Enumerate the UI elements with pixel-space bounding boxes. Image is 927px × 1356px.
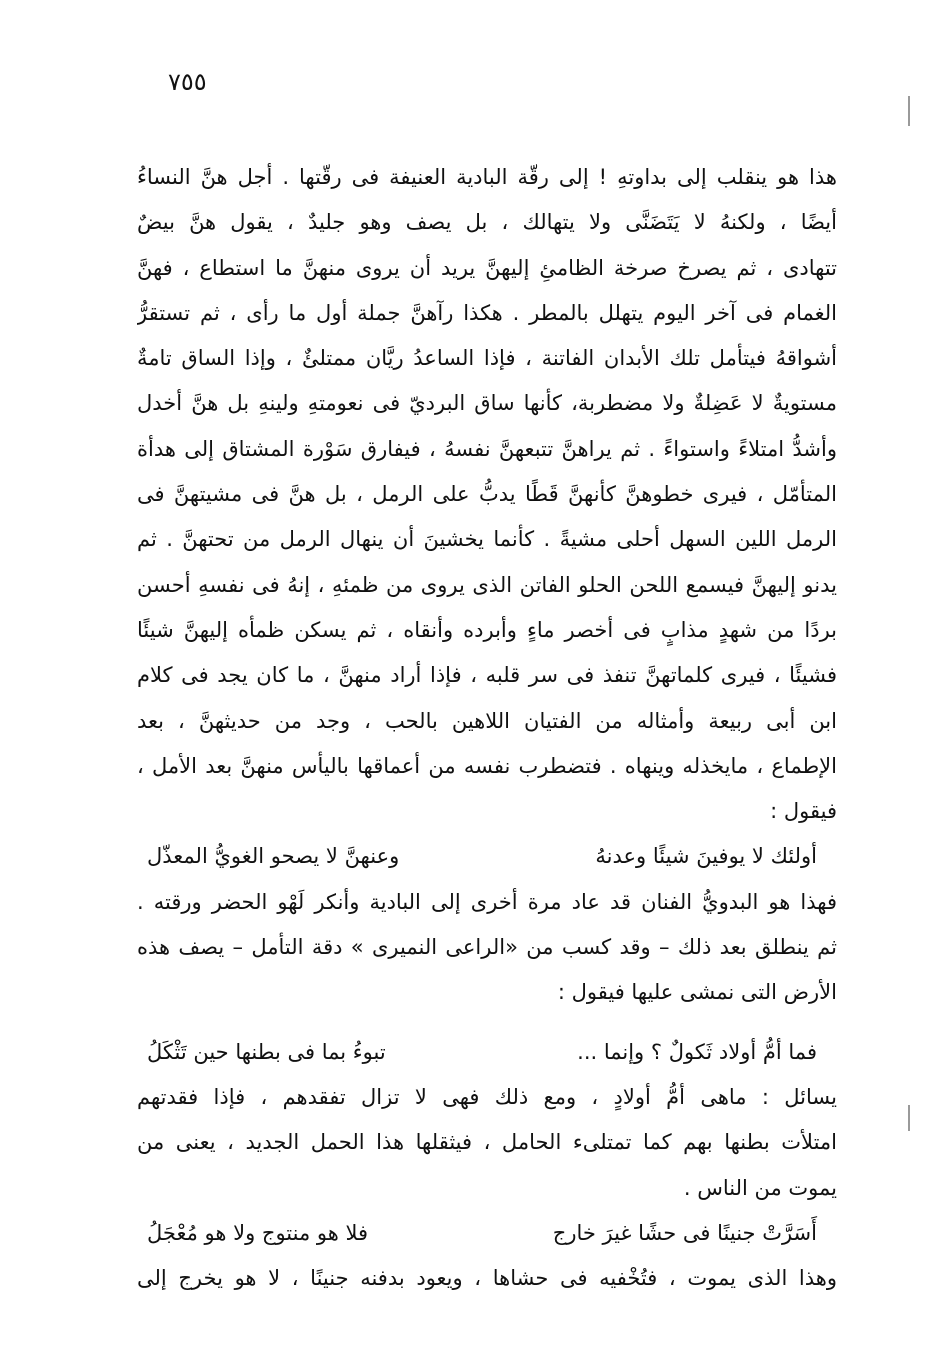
text-line: فيقول : [770, 799, 837, 824]
text-line: يسائل : ماهى أمُّ أولادٍ ، ومع ذلك فهى لا تزال تفقدهم ، فإذا فقدتهم [137, 1084, 837, 1109]
page-number: ٧٥٥ [168, 68, 207, 96]
text-line: هذا هو ينقلب إلى بداوتهِ ! إلى رقّة البادية العنيفة فى رقّتها . أجل هنَّ النساءُ [137, 165, 837, 189]
poetry-verse [137, 1030, 837, 1075]
scan-edge-mark [908, 96, 910, 126]
verse-first-hemistich: أولئك لا يوفينَ شيئًا وعدنهُ [595, 844, 817, 869]
text-line: يموت من الناس . [683, 1175, 837, 1200]
paragraph-3 [137, 1075, 837, 1211]
text-line: يدنو إليهنَّ فيسمع اللحن الحلو الفاتن الذى يروى من ظمئهِ ، إنهُ فى نفسهِ أحسن [137, 572, 837, 597]
text-line: الغمام فى آخر اليوم يتهلل بالمطر . هكذا رآهنَّ جملة أول ما رأى ، ثم تستقرُّ [137, 300, 837, 325]
text-line: ثم ينطلق بعد ذلك – وقد كسب من «الراعى النميرى » دقة التأمل – يصف هذه [137, 935, 837, 960]
text-line: الأرض التى نمشى عليها فيقول : [557, 980, 837, 1005]
verse-first-hemistich: فما أمُّ أولاد ثَكولٌ ؟ وإنما ... [577, 1039, 817, 1064]
verse-first-hemistich: أَسَرَّتْ جنينًا فى حشًا غيرَ خارج [552, 1220, 817, 1245]
paragraph-1 [137, 155, 837, 834]
text-line: تتهادى ، ثم يصرخ صرخة الظامئِ إليهنَّ يريد أن يروى منهنَّ ما استطاع ، فهنَّ [137, 255, 837, 280]
poetry-verse [137, 1211, 837, 1256]
verse-second-hemistich: فلا هو منتوج ولا هو مُعْجَلُ [147, 1220, 369, 1245]
paragraph-4 [137, 1256, 837, 1301]
text-line: الإطماع ، مايخذله وينهاه . فتضطرب نفسه من أعماقها باليأس منهنَّ بعد الأمل ، [137, 753, 837, 778]
text-line: فشيئًا ، فيرى كلماتهنَّ تنفذ فى سر قلبه ، فإذا أراد منهنَّ ، ما كان يجد فى كلام [137, 663, 837, 688]
poetry-verse [137, 834, 837, 879]
scan-edge-mark [908, 1105, 910, 1131]
text-line: وهذا الذى يموت ، فتُخْفيه فى حشاها ، ويعود بدفنه جنينًا ، لا هو يخرج إلى [137, 1266, 837, 1291]
text-line: فهذا هو البدويُّ الفنان قد عاد مرة أخرى إلى البادية وأنكر لَهْو الحضر ورقته . [137, 889, 837, 914]
text-line: أيضًا ، ولكنهُ لا يَتَضَنَّى ولا يتهالك ، بل يصف وهو جليدٌ ، يقول هنَّ بيضٌ [137, 210, 837, 235]
text-line: مستويةٌ لا عَضِلةٌ ولا مضطربة، كأنها ساق البرديّ فى نعومتهِ ولينهِ بل هنَّ أخدل [137, 391, 837, 416]
body-text [137, 155, 837, 1301]
text-line: امتلأت بطنها بهم كما تمتلىء الحامل ، فيثقلها هذا الحمل الجديد ، يعنى من [137, 1130, 837, 1155]
verse-second-hemistich: وعنهنَّ لا يصحو الغويُّ المعذّل [147, 844, 400, 869]
text-line: بردًا من شهدٍ مذابٍ فى أخصر ماءٍ وأبرده وأنقاه ، ثم يسكن ظمأه إليهنَّ شيئًا [137, 617, 837, 642]
text-line: المتأمّل ، فيرى خطوهنَّ كأنهنَّ قَطًا يدبُّ على الرمل ، بل هنَّ فى مشيتهنَّ فى [137, 482, 837, 507]
text-line: أشواقهُ فيتأمل تلك الأبدان الفاتنة ، فإذا الساعدُ ريَّان ممتلئٌ ، وإذا الساق تامةٌ [137, 346, 837, 371]
text-line: ابن أبى ربيعة وأمثاله من الفتيان اللاهين بالحب ، وجد من حديثهنَّ ، بعد [137, 708, 837, 733]
text-line: الرمل اللين السهل أحلى مشيةً . كأنما يخشينَ أن ينهال الرمل من تحتهنَّ . ثم [137, 527, 837, 552]
text-line: وأشدُّ امتلاءً واستواءً . ثم يراهنَّ تتبعهنَّ نفسهُ ، فيفارق سَوْرة المشتاق إلى هدأة [137, 436, 837, 461]
verse-second-hemistich: تبوءُ بما فى بطنها حين تَثْكَلُ [147, 1039, 386, 1064]
paragraph-2 [137, 880, 837, 1016]
